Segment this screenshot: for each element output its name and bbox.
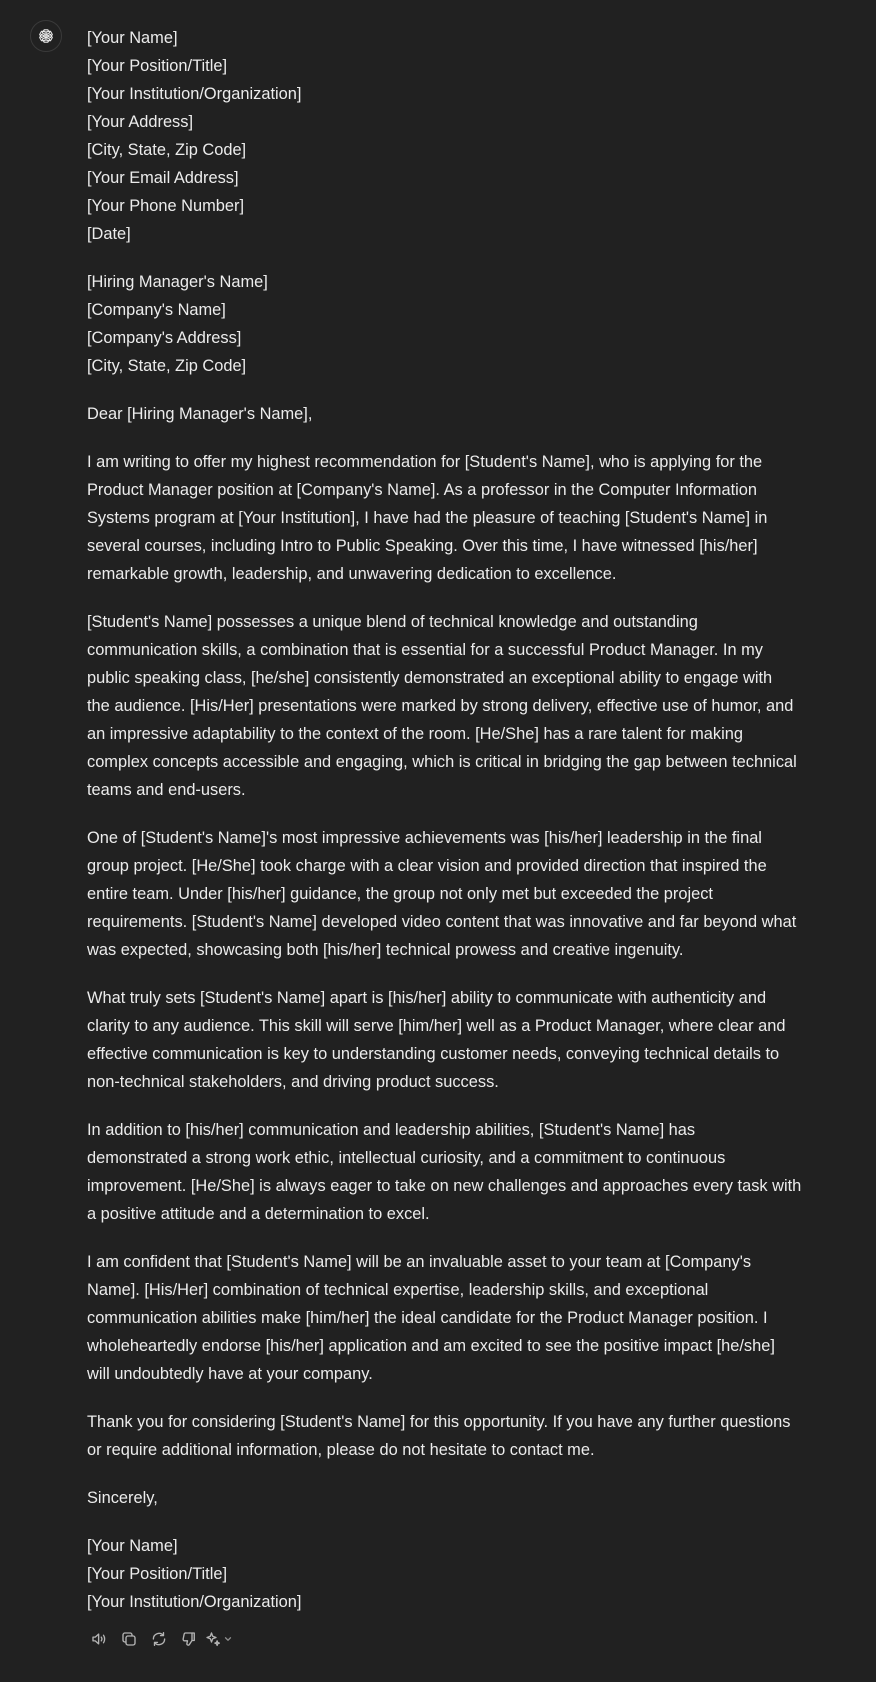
sender-line: [Your Phone Number] [87, 197, 245, 215]
sender-line: [Your Email Address] [87, 169, 239, 187]
signature-line: [Your Name] [87, 1537, 178, 1555]
sender-line: [Your Position/Title] [87, 57, 227, 75]
paragraph-line: Name]. [His/Her] combination of technical expertise, leadership skills, and exceptional [87, 1281, 709, 1299]
paragraph-line: remarkable growth, leadership, and unwavering dedication to excellence. [87, 565, 617, 583]
read-aloud-button[interactable] [84, 1627, 114, 1651]
paragraph-line: What truly sets [Student's Name] apart is [his/her] ability to communicate with authenticity and [87, 989, 767, 1007]
paragraph-line: a positive attitude and a determination to excel. [87, 1205, 430, 1223]
message-actions [84, 1627, 238, 1651]
paragraph-line: Thank you for considering [Student's Name] for this opportunity. If you have any further questions [87, 1413, 791, 1431]
paragraph-line: entire team. Under [his/her] guidance, the group not only met but exceeded the project [87, 885, 713, 903]
copy-icon [120, 1630, 138, 1648]
letter-paragraph [87, 824, 807, 964]
letter-paragraph [87, 1116, 807, 1228]
thumbs-down-icon [180, 1630, 198, 1648]
letter-paragraph [87, 608, 807, 804]
speaker-icon [90, 1630, 108, 1648]
letter-paragraph [87, 984, 807, 1096]
sender-line: [Your Institution/Organization] [87, 85, 302, 103]
assistant-avatar [30, 20, 62, 52]
paragraph-line: [Student's Name] possesses a unique blend of technical knowledge and outstanding [87, 613, 698, 631]
signature-line: [Your Position/Title] [87, 1565, 227, 1583]
paragraph-line: group project. [He/She] took charge with a clear vision and provided direction that inspired the [87, 857, 767, 875]
sender-line: [Date] [87, 225, 131, 243]
paragraph-line: I am writing to offer my highest recommendation for [Student's Name], who is applying for the [87, 453, 763, 471]
letter-paragraph [87, 1248, 807, 1388]
paragraph-line: I am confident that [Student's Name] will be an invaluable asset to your team at [Company's [87, 1253, 752, 1271]
paragraph-line: was expected, showcasing both [his/her] technical prowess and creative ingenuity. [87, 941, 684, 959]
paragraph-line: complex concepts accessible and engaging, which is critical in bridging the gap between technical [87, 753, 797, 771]
paragraph-line: clarity to any audience. This skill will serve [him/her] well as a Product Manager, where clear and [87, 1017, 786, 1035]
paragraph-line: Systems program at [Your Institution], I have had the pleasure of teaching [Student's Name] in [87, 509, 768, 527]
chevron-down-icon [223, 1634, 233, 1644]
sender-line: [Your Name] [87, 29, 178, 47]
paragraph-line: several courses, including Intro to Public Speaking. Over this time, I have witnessed [his/her] [87, 537, 758, 555]
paragraph-line: non-technical stakeholders, and driving product success. [87, 1073, 499, 1091]
paragraph-line: an impressive adaptability to the context of the room. [He/She] has a rare talent for making [87, 725, 743, 743]
paragraph-line: public speaking class, [he/she] consistently demonstrated an exceptional ability to engage with [87, 669, 773, 687]
paragraph-line: Product Manager position at [Company's Name]. As a professor in the Computer Information [87, 481, 758, 499]
sender-address-block [87, 24, 807, 248]
sender-line: [City, State, Zip Code] [87, 141, 247, 159]
regenerate-button[interactable] [144, 1627, 174, 1651]
refresh-icon [150, 1630, 168, 1648]
paragraph-line: In addition to [his/her] communication and leadership abilities, [Student's Name] has [87, 1121, 696, 1139]
recipient-line: [Company's Name] [87, 301, 226, 319]
paragraph-line: or require additional information, please do not hesitate to contact me. [87, 1441, 595, 1459]
recipient-address-block [87, 268, 807, 380]
paragraph-line: communication skills, a combination that is essential for a successful Product Manager. In my [87, 641, 763, 659]
paragraph-line: requirements. [Student's Name] developed video content that was innovative and far beyond what [87, 913, 797, 931]
paragraph-line: the audience. [His/Her] presentations were marked by strong delivery, effective use of humor, and [87, 697, 794, 715]
assistant-message [87, 24, 807, 1636]
paragraph-line: improvement. [He/She] is always eager to take on new challenges and approaches every task with [87, 1177, 802, 1195]
paragraph-line: effective communication is key to understanding customer needs, conveying technical details to [87, 1045, 780, 1063]
closing: Sincerely, [87, 1489, 158, 1507]
recipient-line: [Hiring Manager's Name] [87, 273, 268, 291]
paragraph-line: teams and end-users. [87, 781, 246, 799]
signature-line: [Your Institution/Organization] [87, 1593, 302, 1611]
paragraph-line: demonstrated a strong work ethic, intellectual curiosity, and a commitment to continuous [87, 1149, 726, 1167]
change-model-button[interactable] [204, 1627, 238, 1651]
salutation: Dear [Hiring Manager's Name], [87, 405, 313, 423]
paragraph-line: One of [Student's Name]'s most impressive achievements was [his/her] leadership in the final [87, 829, 762, 847]
letter-paragraph [87, 448, 807, 588]
paragraph-line: wholeheartedly endorse [his/her] application and am excited to see the positive impact [he/she] [87, 1337, 775, 1355]
sender-line: [Your Address] [87, 113, 194, 131]
signature-block [87, 1532, 807, 1616]
paragraph-line: communication abilities make [him/her] the ideal candidate for the Product Manager position. I [87, 1309, 768, 1327]
copy-button[interactable] [114, 1627, 144, 1651]
sparkle-icon [204, 1630, 222, 1648]
thumbs-down-button[interactable] [174, 1627, 204, 1651]
recipient-line: [City, State, Zip Code] [87, 357, 247, 375]
letter-paragraph [87, 1408, 807, 1464]
recipient-line: [Company's Address] [87, 329, 242, 347]
openai-logo-icon [36, 26, 56, 46]
paragraph-line: will undoubtedly have at your company. [87, 1365, 373, 1383]
